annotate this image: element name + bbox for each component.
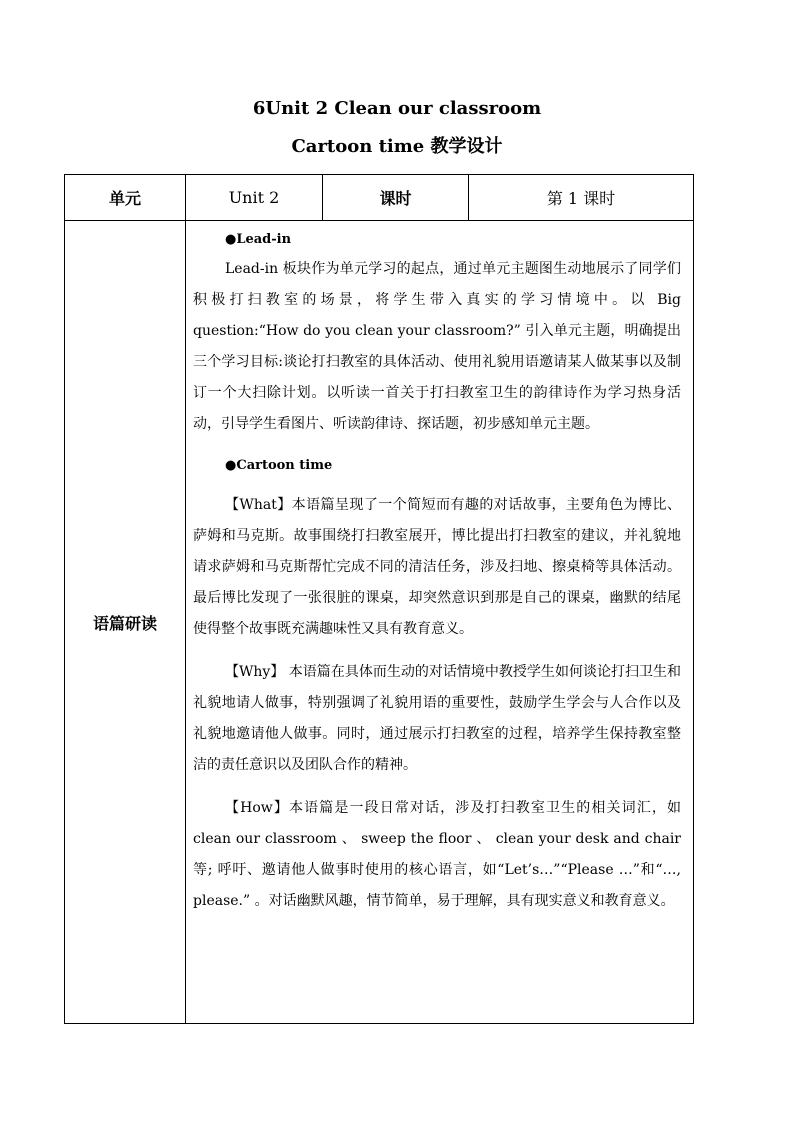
how-paragraph: 【How】本语篇是一段日常对话，涉及打扫教室卫生的相关词汇，如 clean our classroom 、 sweep the floor 、 clean your desk and chair 等; 呼吁、邀请他人做事时使用的核心语言，如“Let’s…”“Please …”和“…, please.” 。对话幽默风趣，情节简单，易于理解，具有现实意义和教育意义。 (193, 800, 681, 909)
cartoon-heading: ●Cartoon time (225, 458, 333, 473)
text-analysis-label-cell: 语篇研读 (92, 613, 157, 633)
document-title: 6Unit 2 Clean our classroom (252, 98, 542, 119)
document-subtitle: Cartoon time 教学设计 (291, 136, 503, 157)
unit-value-cell: Unit 2 (228, 188, 280, 207)
what-paragraph: 【What】本语篇呈现了一个简短而有趣的对话故事，主要角色为博比、萨姆和马克斯。故事围绕打扫教室展开，博比提出打扫教室的建议，并礼貌地请求萨姆和马克斯帮忙完成不同的清洁任务，涉及扫地、擦桌椅等具体活动。最后博比发现了一张很脏的课桌，却突然意识到那是自己的课桌，幽默的结尾使得整个故事既充满趣味性又具有教育意义。 (193, 497, 681, 637)
leadin-paragraph: Lead-in 板块作为单元学习的起点，通过单元主题图生动地展示了同学们积极打扫教室的场景，将学生带入真实的学习情境中。以 Big question:“How do you clean your classroom?” 引入单元主题，明确提出三个学习目标:谈论打扫教室的具体活动、使用礼貌用语邀请某人做某事以及制订一个大扫除计划。以听读一首关于打扫教室卫生的韵律诗作为学习热身活动，引导学生看图片、听读韵律诗、探话题，初步感知单元主题。 (193, 261, 681, 432)
leadin-heading: ●Lead-in (225, 232, 292, 247)
period-label-cell: 课时 (379, 189, 412, 208)
text-analysis-content (193, 226, 681, 917)
period-value-cell: 第 1 课时 (546, 189, 616, 208)
why-paragraph: 【Why】 本语篇在具体而生动的对话情境中教授学生如何谈论打扫卫生和礼貌地请人做事，特别强调了礼貌用语的重要性，鼓励学生学会与人合作以及礼貌地邀请他人做事。同时，通过展示打扫教室的过程，培养学生保持教室整洁的责任意识以及团队合作的精神。 (193, 664, 681, 773)
unit-label-cell: 单元 (108, 189, 141, 208)
table-divider (185, 174, 186, 1024)
